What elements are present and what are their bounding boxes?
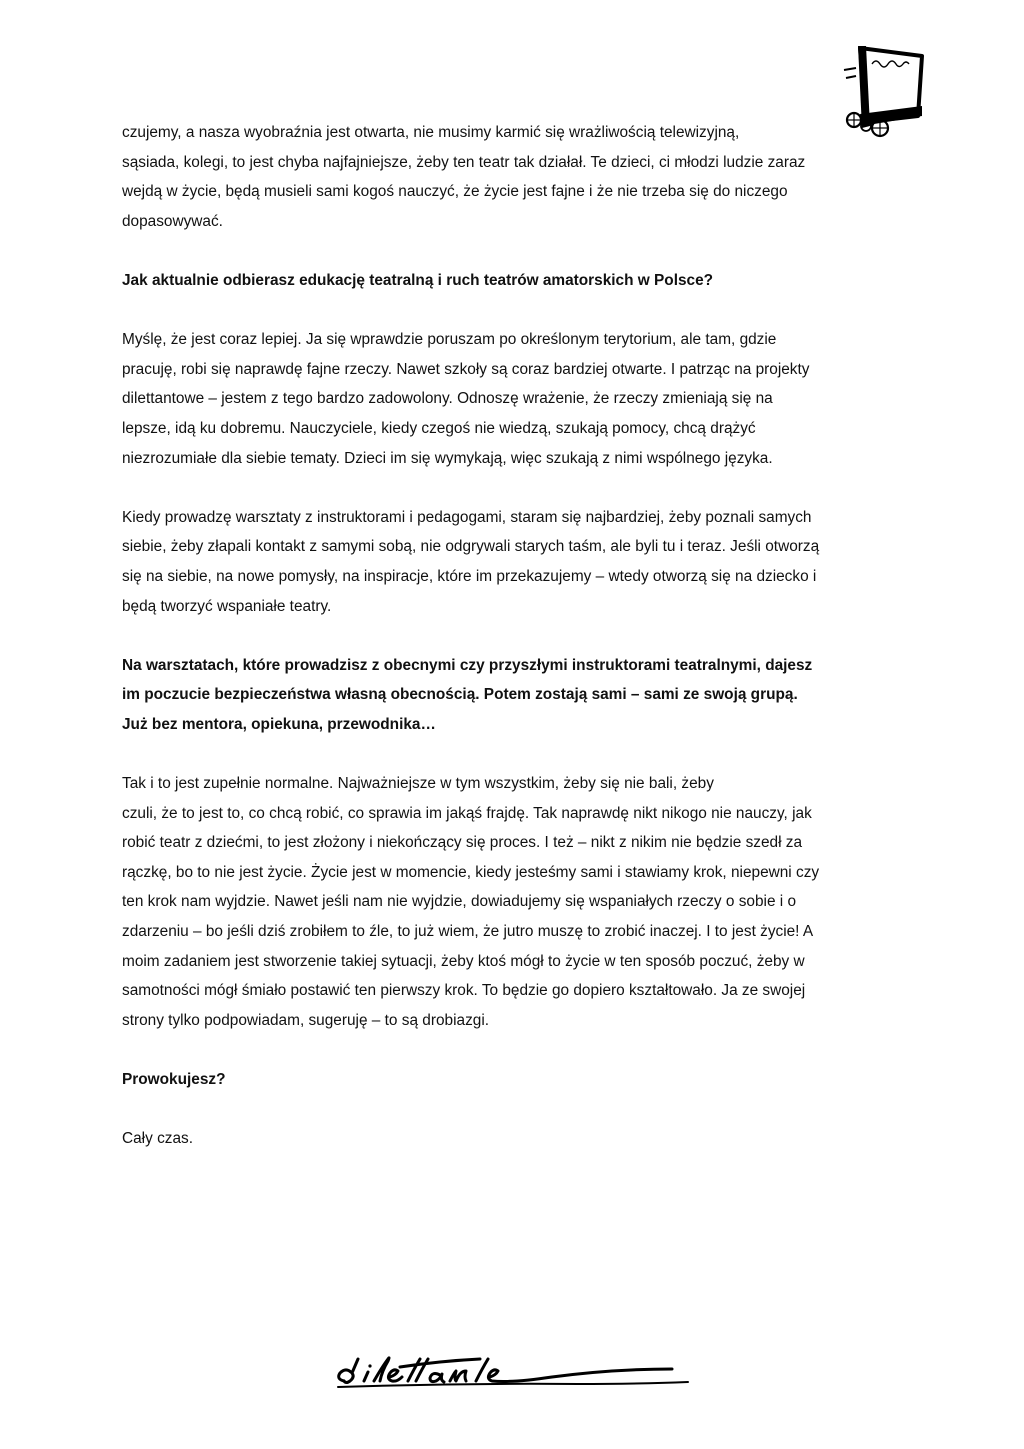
paragraph-spacer <box>122 236 912 266</box>
text-line: zdarzeniu – bo jeśli dziś zrobiłem to źle, to już wiem, że jutro muszę to zrobić inaczej. I to jest życie! A <box>122 923 814 941</box>
text-line: moim zadaniem jest stworzenie takiej sytuacji, żeby ktoś mógł to życie w ten sposób poczuć, żeby w <box>122 952 805 970</box>
paragraph-spacer <box>122 1095 912 1125</box>
document-body <box>122 118 912 1154</box>
text-line: będą tworzyć wspaniałe teatry. <box>122 597 332 615</box>
text-line: się na siebie, na nowe pomysły, na inspiracje, które im przekazujemy – wtedy otworzą się na dziecko i <box>122 567 817 585</box>
dilettante-signature-logo <box>330 1355 700 1391</box>
text-line: siebie, żeby złapali kontakt z samymi sobą, nie odgrywali starych taśm, ale byli tu i teraz. Jeśli otworzą <box>122 538 820 556</box>
text-line: dopasowywać. <box>122 212 223 230</box>
text-line: Jak aktualnie odbierasz edukację teatralną i ruch teatrów amatorskich w Polsce? <box>122 271 714 289</box>
paragraph-spacer <box>122 296 912 326</box>
interview-question <box>122 651 912 740</box>
text-line: lepsze, idą ku dobremu. Nauczyciele, kiedy czegoś nie wiedzą, szukają pomocy, chcą drążyć <box>122 419 756 437</box>
text-line: ten krok nam wyjdzie. Nawet jeśli nam nie wyjdzie, dowiadujemy się wspaniałych rzeczy o sobie i o <box>122 893 797 911</box>
text-line: czuli, że to jest to, co chcą robić, co sprawia im jakąś frajdę. Tak naprawdę nikt nikogo nie nauczy, jak <box>122 804 812 822</box>
text-line: pracuję, robi się naprawdę fajne rzeczy. Nawet szkoły są coraz bardziej otwarte. I patrząc na projekty <box>122 360 810 378</box>
text-line: im poczucie bezpieczeństwa własną obecnością. Potem zostają sami – sami ze swoją grupą. <box>122 686 798 704</box>
paragraph <box>122 503 912 621</box>
text-line: Tak i to jest zupełnie normalne. Najważniejsze w tym wszystkim, żeby się nie bali, żeby <box>122 775 714 793</box>
text-line: samotności mógł śmiało postawić ten pierwszy krok. To będzie go dopiero kształtowało. Ja ze swojej <box>122 982 806 1000</box>
paragraph-spacer <box>122 473 912 503</box>
text-line: Cały czas. <box>122 1130 193 1148</box>
interview-question <box>122 1065 912 1095</box>
paragraph <box>122 769 912 1035</box>
text-line: Prowokujesz? <box>122 1071 226 1088</box>
text-line: robić teatr z dziećmi, to jest złożony i niekończący się proces. I też – nikt z nikim nie będzie szedł za <box>122 834 803 852</box>
text-line: Na warsztatach, które prowadzisz z obecnymi czy przyszłymi instruktorami teatralnymi, dajesz <box>122 656 813 674</box>
text-line: niezrozumiałe dla siebie tematy. Dzieci im się wymykają, więc szukają z nimi wspólnego języka. <box>122 449 773 467</box>
paragraph-spacer <box>122 1035 912 1065</box>
text-line: strony tylko podpowiadam, sugeruję – to są drobiazgi. <box>122 1011 490 1029</box>
text-line: sąsiada, kolegi, to jest chyba najfajniejsze, żeby ten teatr tak działał. Te dzieci, ci młodzi ludzie zaraz <box>122 153 806 171</box>
text-line: Myślę, że jest coraz lepiej. Ja się wprawdzie poruszam po określonym terytorium, ale tam, gdzie <box>122 331 777 349</box>
text-line: Już bez mentora, opiekuna, przewodnika… <box>122 715 436 733</box>
paragraph <box>122 325 912 473</box>
paragraph-spacer <box>122 621 912 651</box>
text-line: czujemy, a nasza wyobraźnia jest otwarta, nie musimy karmić się wrażliwością telewizyjną, <box>122 124 740 141</box>
text-line: rączkę, bo to nie jest życie. Życie jest w momencie, kiedy jesteśmy sami i stawiamy krok, niepewni czy <box>122 863 820 881</box>
interview-question <box>122 266 912 296</box>
paragraph <box>122 118 912 236</box>
text-line: dilettantowe – jestem z tego bardzo zadowolony. Odnoszę wrażenie, że rzeczy zmieniają się na <box>122 390 773 408</box>
paragraph <box>122 1124 912 1154</box>
text-line: Kiedy prowadzę warsztaty z instruktorami i pedagogami, staram się najbardziej, żeby poznali samych <box>122 508 812 526</box>
text-line: wejdą w życie, będą musieli sami kogoś nauczyć, że życie jest fajne i że nie trzeba się do niczego <box>122 183 788 201</box>
paragraph-spacer <box>122 739 912 769</box>
